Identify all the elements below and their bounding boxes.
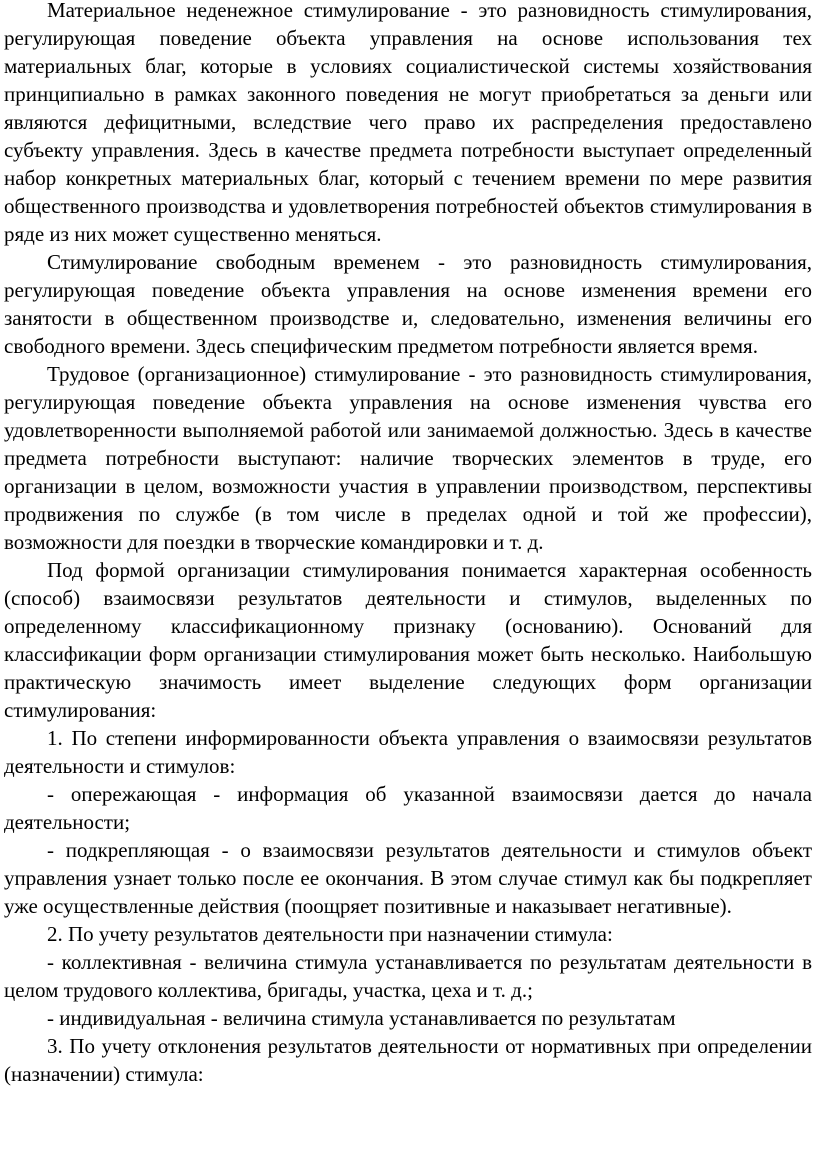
- list-item-individual: - индивидуальная - величина стимула устанавливается по результатам: [47, 1006, 676, 1030]
- document-body: [4, 0, 812, 1088]
- list-heading-results-accounting: 2. По учету результатов деятельности при назначении стимула:: [47, 922, 613, 946]
- paragraph-free-time-incentive: Стимулирование свободным временем - это разновидность стимулирования, регулирующая поведение объекта управления на основе изменения времени его занятости в общественном производстве и, следовательно, изменения величины его свободного времени. Здесь специфическим предметом потребности является время.: [4, 250, 812, 358]
- list-heading-awareness: 1. По степени информированности объекта управления о взаимосвязи результатов деятельности и стимулов:: [4, 726, 812, 778]
- paragraph-labor-incentive: Трудовое (организационное) стимулирование - это разновидность стимулирования, регулирующая поведение объекта управления на основе изменения чувства его удовлетворенности выполняемой работой или занимаемой должностью. Здесь в качестве предмета потребности выступают: наличие творческих элементов в труде, его организации в целом, возможности участия в управлении производством, перспективы продвижения по службе (в том числе в пределах одной и той же профессии), возможности для поездки в творческие командировки и т. д.: [4, 362, 812, 554]
- list-item-reinforcing: - подкрепляющая - о взаимосвязи результатов деятельности и стимулов объект управления узнает только после ее окончания. В этом случае стимул как бы подкрепляет уже осуществленные действия (поощряет позитивные и наказывает негативные).: [4, 838, 812, 918]
- paragraph-material-incentive: Материальное неденежное стимулирование - это разновидность стимулирования, регулирующая поведение объекта управления на основе использования тех материальных благ, которые в условиях социалистической системы хозяйствования принципиально в рамках законного поведения не могут приобретаться за деньги или являются дефицитными, вследствие чего право их распределения предоставлено субъекту управления. Здесь в качестве предмета потребности выступает определенный набор конкретных материальных благ, который с течением времени по мере развития общественного производства и удовлетворения потребностей объектов стимулирования в ряде из них может существенно меняться.: [4, 0, 812, 246]
- list-item-advance: - опережающая - информация об указанной взаимосвязи дается до начала деятельности;: [4, 782, 812, 834]
- list-heading-deviation: 3. По учету отклонения результатов деятельности от нормативных при определении (назначении) стимула:: [4, 1034, 812, 1086]
- paragraph-incentive-forms: Под формой организации стимулирования понимается характерная особенность (способ) взаимосвязи результатов деятельности и стимулов, выделенных по определенному классификационному признаку (основанию). Оснований для классификации форм организации стимулирования может быть несколько. Наибольшую практическую значимость имеет выделение следующих форм организации стимулирования:: [4, 558, 812, 722]
- list-item-collective: - коллективная - величина стимула устанавливается по результатам деятельности в целом трудового коллектива, бригады, участка, цеха и т. д.;: [4, 950, 812, 1002]
